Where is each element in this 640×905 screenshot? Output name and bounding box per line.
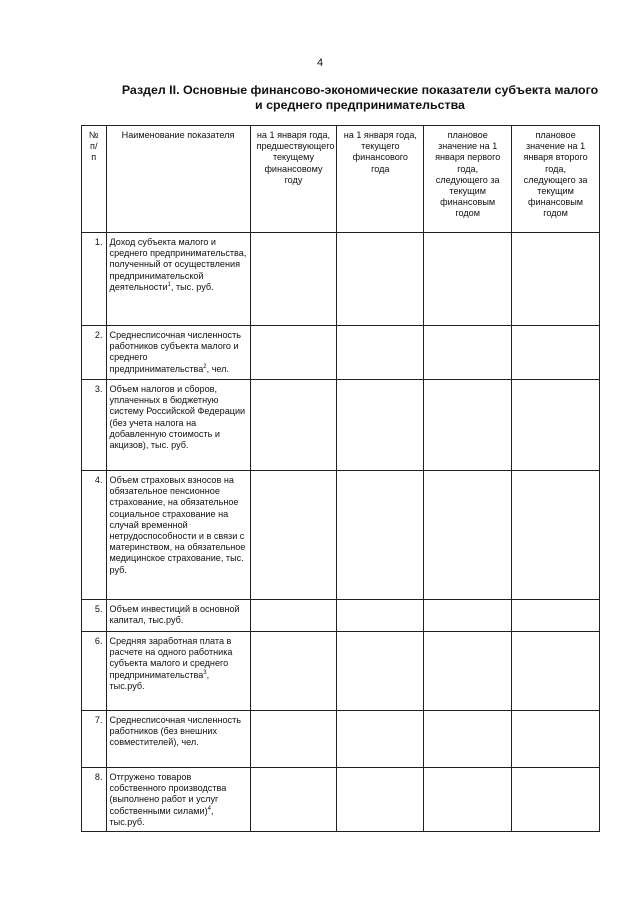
value-cell-col4 [512, 326, 600, 380]
section-title-line-1: Раздел II. Основные финансово-экономические показатели субъекта малого [121, 83, 599, 97]
value-cell-col3 [424, 380, 512, 471]
table-header-row [82, 126, 600, 233]
table-row [82, 471, 600, 600]
value-cell-col4 [512, 471, 600, 600]
value-cell-col2 [337, 600, 424, 632]
value-cell-col2 [337, 632, 424, 711]
indicator-unit: , тыс.руб. [109, 805, 214, 827]
value-cell-col3 [424, 326, 512, 380]
indicator-unit: , тыс.руб. [109, 669, 210, 691]
indicator-name [106, 600, 250, 632]
value-cell-col1 [250, 471, 337, 600]
value-cell-col3 [424, 471, 512, 600]
value-cell-col1 [250, 711, 337, 768]
header-col1: на 1 января года, предшествующего текущему финансовому году [250, 126, 337, 233]
table-row [82, 380, 600, 471]
indicator-name [106, 711, 250, 768]
footnote-mark: 1 [167, 281, 171, 288]
value-cell-col2 [337, 380, 424, 471]
indicator-name-text: Среднесписочная численность работников субъекта малого и среднего предпринимательства [109, 330, 241, 374]
indicator-name-text: Средняя заработная плата в расчете на одного работника субъекта малого и среднего предпринимательства [109, 636, 233, 680]
indicator-name-text: Среднесписочная численность работников (без внешних совместителей), чел. [109, 715, 241, 748]
page-number: 4 [316, 57, 324, 69]
indicator-unit: , тыс. руб. [170, 281, 214, 292]
value-cell-col1 [250, 380, 337, 471]
indicator-name [106, 380, 250, 471]
indicator-name [106, 768, 250, 832]
table-row [82, 711, 600, 768]
table-row [82, 233, 600, 326]
value-cell-col1 [250, 768, 337, 832]
section-title [110, 83, 610, 113]
value-cell-col3 [424, 632, 512, 711]
value-cell-col2 [337, 711, 424, 768]
table-row [82, 632, 600, 711]
indicator-name-text: Объем страховых взносов на обязательное пенсионное страхование, на обязательное социальное страхование на случай временной нетрудоспособности и в связи с материнством, на обязательное медицинское страхование, тыс. руб. [109, 475, 246, 575]
value-cell-col4 [512, 380, 600, 471]
value-cell-col2 [337, 768, 424, 832]
value-cell-col3 [424, 600, 512, 632]
value-cell-col1 [250, 632, 337, 711]
value-cell-col3 [424, 233, 512, 326]
indicator-name [106, 233, 250, 326]
value-cell-col1 [250, 233, 337, 326]
table-row [82, 600, 600, 632]
row-number: 8. [82, 768, 107, 832]
value-cell-col4 [512, 768, 600, 832]
indicator-name-text: Доход субъекта малого и среднего предпринимательства, полученный от осуществления предпринимательской деятельности [109, 237, 247, 292]
header-num: № п/п [82, 126, 107, 233]
row-number: 6. [82, 632, 107, 711]
indicators-table [81, 125, 600, 832]
header-col3: плановое значение на 1 января первого года, следующего за текущим финансовым годом [424, 126, 512, 233]
footnote-mark: 4 [207, 805, 211, 812]
value-cell-col4 [512, 600, 600, 632]
indicator-unit: , чел. [206, 363, 230, 374]
value-cell-col2 [337, 471, 424, 600]
value-cell-col4 [512, 632, 600, 711]
value-cell-col4 [512, 233, 600, 326]
value-cell-col1 [250, 326, 337, 380]
row-number: 5. [82, 600, 107, 632]
row-number: 7. [82, 711, 107, 768]
indicator-name [106, 326, 250, 380]
value-cell-col2 [337, 326, 424, 380]
row-number: 4. [82, 471, 107, 600]
value-cell-col4 [512, 711, 600, 768]
row-number: 2. [82, 326, 107, 380]
footnote-mark: 2 [203, 363, 207, 370]
header-col4: плановое значение на 1 января второго года, следующего за текущим финансовым годом [512, 126, 600, 233]
header-col2: на 1 января года, текущего финансового года [337, 126, 424, 233]
row-number: 1. [82, 233, 107, 326]
footnote-mark: 3 [203, 669, 207, 676]
row-number: 3. [82, 380, 107, 471]
section-title-line-2: и среднего предпринимательства [255, 98, 465, 112]
indicator-name-text: Отгружено товаров собственного производства (выполнено работ и услуг собственными силами) [109, 772, 227, 816]
value-cell-col3 [424, 768, 512, 832]
indicator-name-text: Объем налогов и сборов, уплаченных в бюджетную систему Российской Федерации (без учета налога на добавленную стоимость и акцизов), тыс. руб. [109, 384, 246, 451]
table-row [82, 768, 600, 832]
value-cell-col2 [337, 233, 424, 326]
indicator-name [106, 632, 250, 711]
indicator-name [106, 471, 250, 600]
table-row [82, 326, 600, 380]
value-cell-col1 [250, 600, 337, 632]
indicator-name-text: Объем инвестиций в основной капитал, тыс.руб. [109, 604, 240, 626]
header-name: Наименование показателя [106, 126, 250, 233]
value-cell-col3 [424, 711, 512, 768]
